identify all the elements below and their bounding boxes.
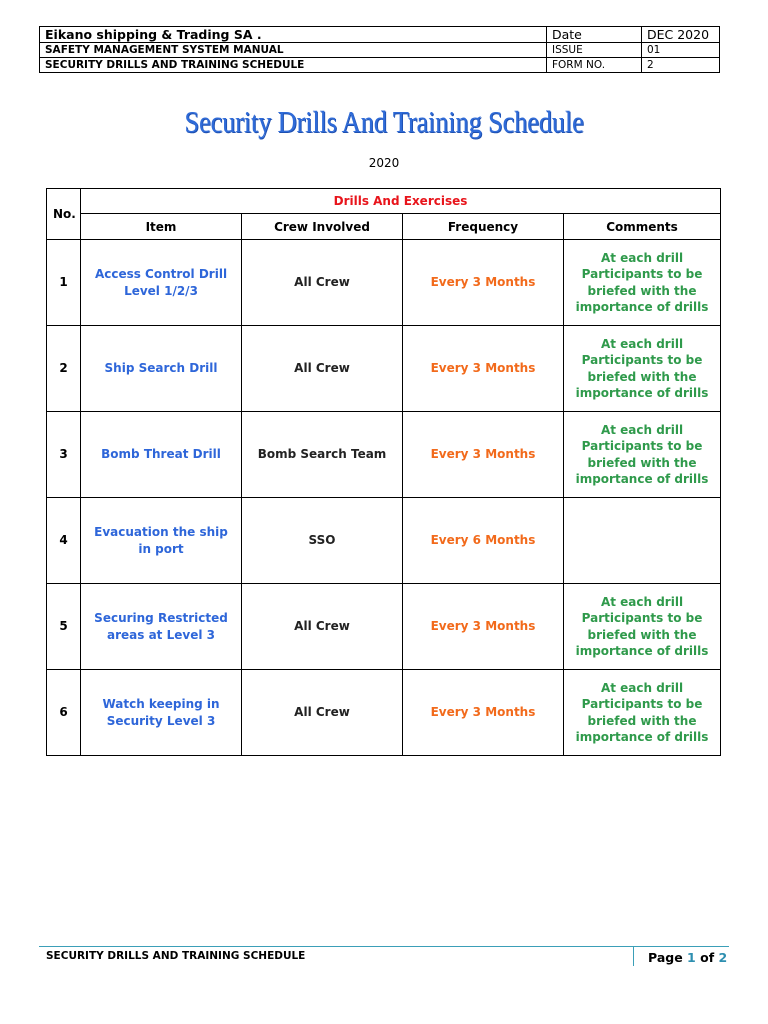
drill-item: Securing Restricted areas at Level 3 [81,584,242,670]
drill-item: Access Control Drill Level 1/2/3 [81,240,242,326]
row-number: 5 [47,584,81,670]
row-number: 4 [47,498,81,584]
table-row [47,498,721,584]
frequency-column-header: Frequency [403,214,564,240]
row-number: 3 [47,412,81,498]
drill-item: Ship Search Drill [81,326,242,412]
row-number: 1 [47,240,81,326]
table-row [47,412,721,498]
comments: At each drill Participants to be briefed with the importance of drills [564,326,721,412]
footer-separator [633,947,634,966]
page-title: Security Drills And Training Schedule [184,104,584,139]
drill-item: Watch keeping in Security Level 3 [81,670,242,756]
page-total: 2 [718,950,728,965]
drill-item: Bomb Threat Drill [81,412,242,498]
crew-involved: SSO [242,498,403,584]
comments: At each drill Participants to be briefed with the importance of drills [564,670,721,756]
comments: At each drill Participants to be briefed with the importance of drills [564,412,721,498]
table-row [47,584,721,670]
comments [564,498,721,584]
no-column-header: No. [47,189,81,240]
schedule-year: 2020 [368,156,400,170]
crew-column-header: Crew Involved [242,214,403,240]
frequency: Every 3 Months [403,326,564,412]
footer-rule [39,946,729,947]
comments: At each drill Participants to be briefed with the importance of drills [564,584,721,670]
issue-value: 01 [642,43,720,58]
date-label: Date [547,27,642,43]
schedule-table [46,188,721,756]
page-word: Page [648,950,683,965]
drill-item: Evacuation the ship in port [81,498,242,584]
document-header [39,26,720,73]
crew-involved: Bomb Search Team [242,412,403,498]
drills-group-header: Drills And Exercises [81,189,721,214]
table-row [47,326,721,412]
form-no-label: FORM NO. [547,58,642,73]
date-value: DEC 2020 [642,27,720,43]
crew-involved: All Crew [242,326,403,412]
frequency: Every 3 Months [403,412,564,498]
issue-label: ISSUE [547,43,642,58]
table-row [47,240,721,326]
comments: At each drill Participants to be briefed with the importance of drills [564,240,721,326]
page-current: 1 [687,950,696,965]
row-number: 2 [47,326,81,412]
crew-involved: All Crew [242,240,403,326]
frequency: Every 3 Months [403,670,564,756]
frequency: Every 3 Months [403,584,564,670]
crew-involved: All Crew [242,670,403,756]
frequency: Every 6 Months [403,498,564,584]
comments-column-header: Comments [564,214,721,240]
table-row [47,670,721,756]
form-no-value: 2 [642,58,720,73]
form-title: SECURITY DRILLS AND TRAINING SCHEDULE [40,58,547,73]
page-of: of [700,950,715,965]
manual-title: SAFETY MANAGEMENT SYSTEM MANUAL [40,43,547,58]
crew-involved: All Crew [242,584,403,670]
frequency: Every 3 Months [403,240,564,326]
company-name: Eikano shipping & Trading SA . [40,27,547,43]
item-column-header: Item [81,214,242,240]
footer-title: SECURITY DRILLS AND TRAINING SCHEDULE [46,950,306,962]
row-number: 6 [47,670,81,756]
page-number [648,950,727,965]
